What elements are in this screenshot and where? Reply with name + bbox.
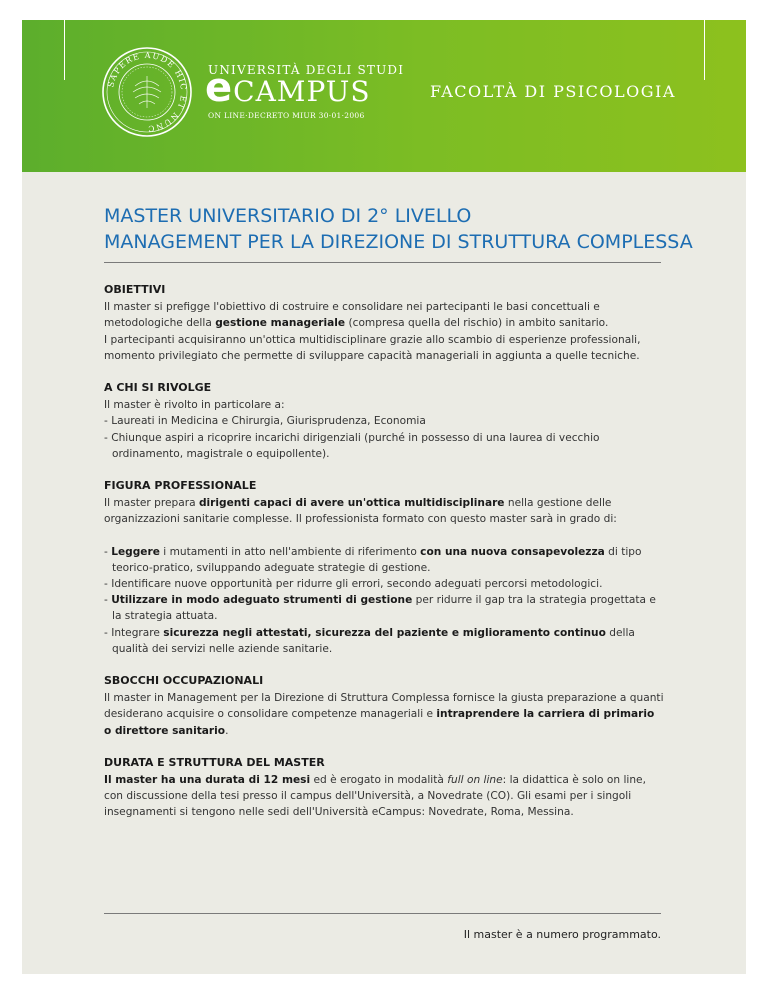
header-divider-left xyxy=(64,20,65,80)
text: di tipo teorico-pratico, sviluppando adeguate strategie di gestione. xyxy=(112,545,642,574)
brand-e: e xyxy=(205,65,234,111)
university-label: UNIVERSITÀ DEGLI STUDI xyxy=(208,63,405,77)
text: per ridurre il gap tra la strategia progettata e la strategia attuata. xyxy=(112,594,656,623)
bold-text: Il master ha una durata di 12 mesi xyxy=(104,774,311,787)
section-heading: SBOCCHI OCCUPAZIONALI xyxy=(104,674,264,688)
section-durata-struttura xyxy=(104,755,664,821)
text: (compresa quella del rischio) in ambito sanitario. xyxy=(345,317,609,330)
seal-motto: SAPERE AUDE HIC ET NUNC xyxy=(106,50,189,134)
bold-text: Leggere xyxy=(111,545,160,558)
brand-campus: CAMPUS xyxy=(233,75,371,108)
section-figura-professionale xyxy=(104,478,664,657)
list-item: - Laureati in Medicina e Chirurgia, Giurisprudenza, Economia xyxy=(104,415,426,428)
section-heading: FIGURA PROFESSIONALE xyxy=(104,479,257,493)
document-body xyxy=(104,282,664,837)
list-item xyxy=(104,544,664,576)
text: - xyxy=(104,545,112,558)
section-obiettivi xyxy=(104,282,664,364)
paragraph xyxy=(104,495,664,527)
header-banner xyxy=(22,20,746,172)
spacer xyxy=(104,528,664,544)
paragraph: Il master è rivolto in particolare a: xyxy=(104,399,285,412)
master-name-title: MANAGEMENT PER LA DIREZIONE DI STRUTTURA COMPLESSA xyxy=(104,231,693,253)
text: Il master prepara xyxy=(104,497,199,510)
paragraph xyxy=(104,690,664,739)
footer-note: Il master è a numero programmato. xyxy=(463,928,661,941)
section-heading: DURATA E STRUTTURA DEL MASTER xyxy=(104,755,325,769)
bold-text: intraprendere la carriera di primario o direttore sanitario xyxy=(104,708,655,737)
text: : la didattica è solo on line, con discussione della tesi presso il campus dell'Università, a Novedrate (CO). Gli esami per i singoli insegnamenti si tengono nelle sedi dell'Università eCampus: Novedrate, Roma, Messina. xyxy=(104,774,646,819)
text: nella gestione delle organizzazioni sanitarie complesse. Il professionista formato con questo master sarà in grado di: xyxy=(104,497,617,526)
title-divider xyxy=(104,262,661,263)
text: . xyxy=(225,724,229,737)
text: i mutamenti in atto nell'ambiente di riferimento xyxy=(159,545,421,558)
text: della qualità dei servizi nelle aziende sanitarie. xyxy=(112,626,635,655)
list-item: - Identificare nuove opportunità per ridurre gli errori, secondo adeguati percorsi metodologici. xyxy=(104,578,603,591)
list-item xyxy=(104,625,664,657)
text: - xyxy=(104,594,112,607)
bold-text: Utilizzare in modo adeguato strumenti di gestione xyxy=(111,594,413,607)
footer-divider xyxy=(104,913,661,914)
bold-text: con una nuova consapevolezza xyxy=(420,545,605,558)
list-item: - Chiunque aspiri a ricoprire incarichi dirigenziali (purché in possesso di una laurea di vecchio ordinamento, magistrale o equipollente). xyxy=(104,431,600,460)
decree-label: ON LINE·DECRETO MIUR 30·01·2006 xyxy=(208,111,365,120)
text: Il master si prefigge l'obiettivo di costruire e consolidare nei partecipanti le basi concettuali e metodologiche della xyxy=(104,301,600,330)
bold-text: gestione manageriale xyxy=(215,317,346,330)
italic-text: full on line xyxy=(447,774,503,787)
master-level-title: MASTER UNIVERSITARIO DI 2° LIVELLO xyxy=(104,205,472,227)
paragraph: I partecipanti acquisiranno un'ottica multidisciplinare grazie allo scambio di esperienze professionali, momento privilegiato che permette di sviluppare capacità manageriali in aggiunta a quelle tecniche. xyxy=(104,333,641,362)
paragraph xyxy=(104,299,664,331)
text: - Integrare xyxy=(104,626,164,639)
section-heading: A CHI SI RIVOLGE xyxy=(104,381,212,395)
section-heading: OBIETTIVI xyxy=(104,283,166,296)
header-divider-right xyxy=(704,20,705,80)
text: ed è erogato in modalità xyxy=(310,774,448,787)
section-a-chi-si-rivolge xyxy=(104,380,664,462)
section-sbocchi-occupazionali xyxy=(104,673,664,739)
paragraph xyxy=(104,772,664,821)
document-page xyxy=(22,20,746,974)
bold-text: sicurezza negli attestati, sicurezza del paziente e miglioramento continuo xyxy=(163,626,606,639)
text: Il master in Management per la Direzione di Struttura Complessa fornisce la giusta preparazione a quanti desiderano acquisire o consolidare competenze manageriali e xyxy=(104,692,664,721)
list-item xyxy=(104,592,664,624)
faculty-title: FACOLTÀ DI PSICOLOGIA xyxy=(430,82,676,101)
bold-text: dirigenti capaci di avere un'ottica multidisciplinare xyxy=(198,497,505,510)
university-seal-logo xyxy=(101,46,193,138)
